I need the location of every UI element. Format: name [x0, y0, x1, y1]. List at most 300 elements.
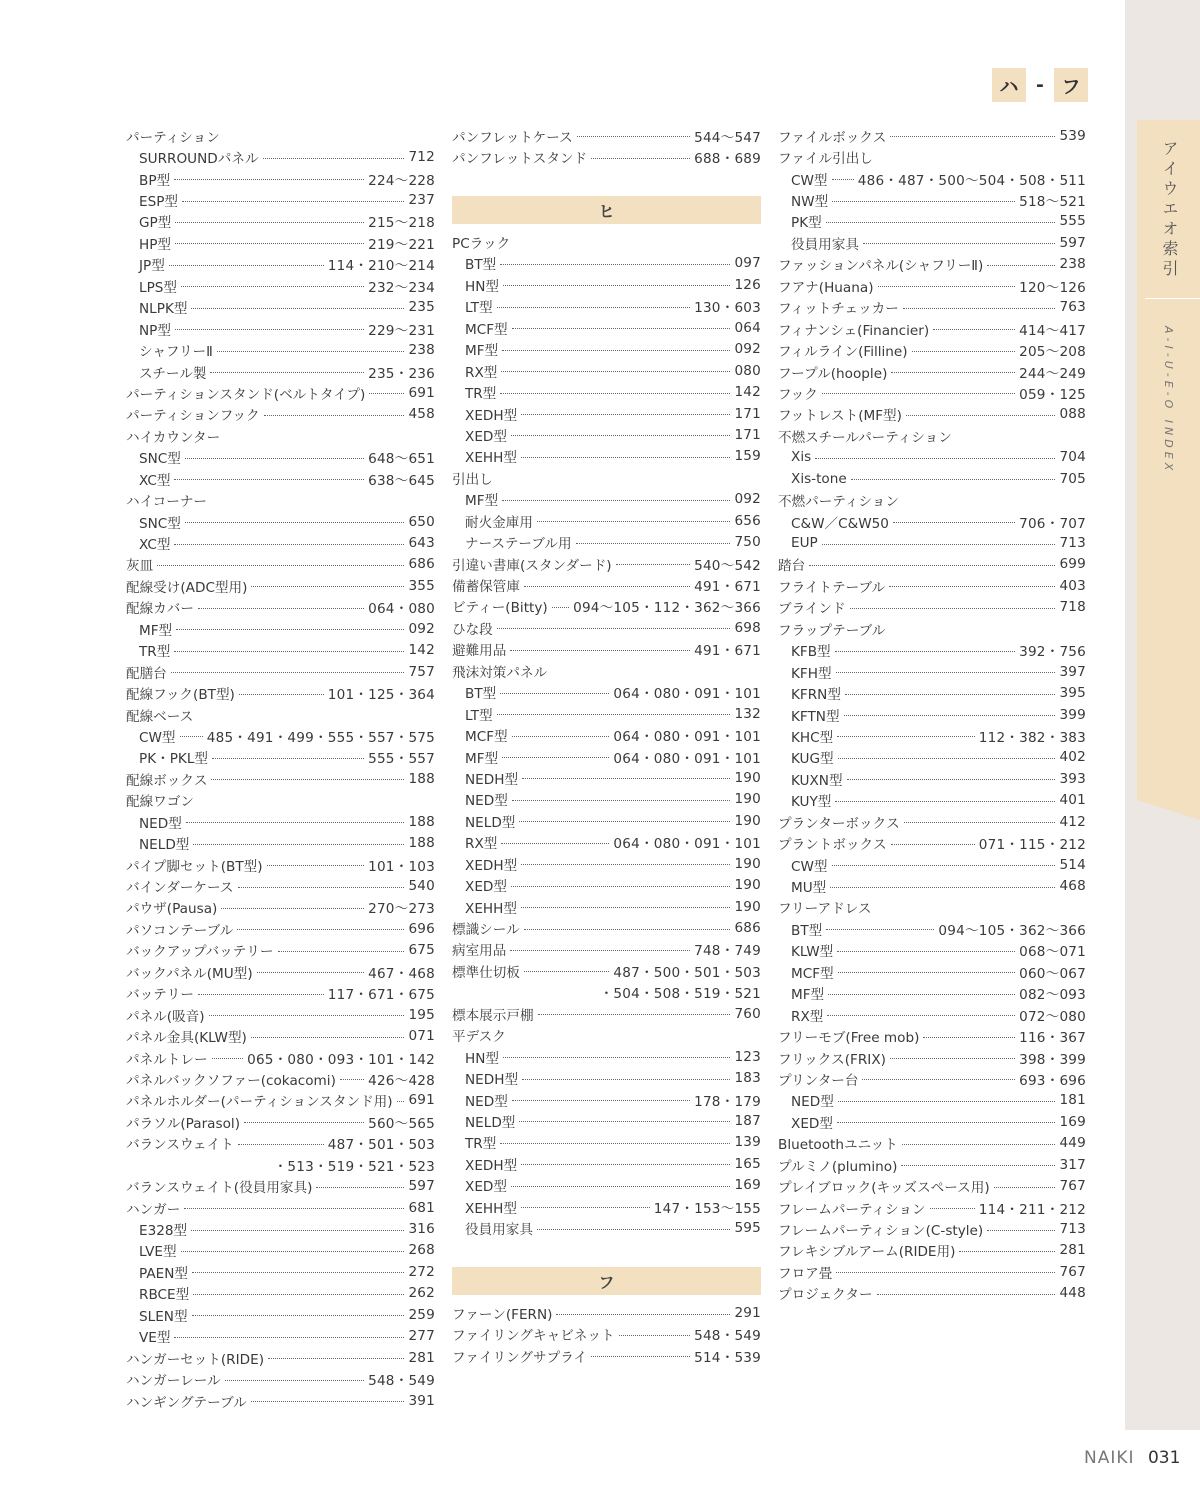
index-entry[interactable] [452, 146, 761, 167]
index-subentry[interactable] [778, 725, 1086, 746]
index-subentry[interactable] [126, 168, 435, 189]
page-ref: 120〜126 [1019, 279, 1086, 296]
index-entry[interactable] [452, 1345, 761, 1366]
page-ref: 229〜231 [368, 322, 435, 339]
index-entry[interactable] [452, 553, 761, 574]
entry-label: 役員用家具 [791, 236, 859, 253]
dot-leader [521, 1207, 650, 1208]
index-subentry[interactable] [452, 1067, 761, 1088]
index-entry[interactable] [778, 125, 1086, 146]
index-subentry[interactable] [126, 297, 435, 318]
index-subentry[interactable] [452, 853, 761, 874]
dot-leader [904, 822, 1056, 823]
dot-leader [519, 1121, 730, 1122]
index-entry[interactable] [778, 1025, 1086, 1046]
dot-leader [512, 328, 731, 329]
entry-label: CW型 [791, 858, 828, 875]
index-entry[interactable] [778, 1261, 1086, 1282]
index-subentry[interactable] [452, 381, 761, 402]
index-subentry[interactable] [778, 875, 1086, 896]
page-ref: 235 [408, 299, 435, 316]
index-entry[interactable] [452, 231, 761, 252]
page-ref: 686 [408, 556, 435, 573]
entry-label: 配線フック(BT型) [126, 687, 235, 704]
index-entry[interactable] [778, 1283, 1086, 1304]
index-entry[interactable] [778, 318, 1086, 339]
dot-leader [268, 1358, 404, 1359]
page-ref: ・504・508・519・521 [599, 986, 761, 1003]
index-entry[interactable] [778, 1240, 1086, 1261]
page-ref: 281 [1059, 1242, 1086, 1259]
entry-label: 引違い書庫(スタンダード) [452, 557, 612, 574]
page-ref: 082〜093 [1019, 987, 1086, 1004]
entry-label: NED型 [139, 815, 182, 832]
entry-label: RX型 [465, 836, 498, 853]
index-entry[interactable] [778, 897, 1086, 918]
dot-leader [500, 693, 609, 694]
page-ref: 548・549 [694, 1328, 761, 1345]
dot-leader [901, 1165, 1055, 1166]
index-entry[interactable] [778, 1197, 1086, 1218]
entry-label: フライトテーブル [778, 579, 886, 596]
index-subentry[interactable] [452, 253, 761, 274]
entry-label: ハンガー [126, 1201, 181, 1218]
entry-label: TR型 [465, 386, 497, 403]
index-entry[interactable] [126, 854, 435, 875]
entry-label: VE型 [139, 1330, 171, 1347]
index-subentry[interactable] [452, 1046, 761, 1067]
dot-leader [182, 201, 404, 202]
dot-leader [500, 1143, 730, 1144]
index-subentry[interactable] [126, 1304, 435, 1325]
index-subentry[interactable] [778, 189, 1086, 210]
page-ref: 190 [734, 812, 761, 829]
index-subentry[interactable] [452, 682, 761, 703]
index-entry[interactable] [126, 1347, 435, 1368]
entry-label: MU型 [791, 880, 827, 897]
index-entry[interactable] [778, 597, 1086, 618]
dot-leader [591, 1356, 690, 1357]
index-subentry[interactable] [778, 661, 1086, 682]
index-entry[interactable] [126, 1047, 435, 1068]
page-ref: 763 [1059, 299, 1086, 316]
entry-label: フラップテーブル [778, 622, 886, 639]
index-entry[interactable] [126, 554, 435, 575]
index-subentry[interactable] [126, 1218, 435, 1239]
entry-label: フリーアドレス [778, 901, 872, 918]
dot-leader [521, 907, 731, 908]
entry-label: MF型 [465, 750, 499, 767]
entry-label: ハンガーセット(RIDE) [126, 1351, 265, 1368]
index-entry[interactable] [452, 939, 761, 960]
index-subentry[interactable] [778, 532, 1086, 553]
index-entry[interactable] [778, 1218, 1086, 1239]
index-subentry[interactable] [452, 896, 761, 917]
dot-leader [835, 651, 1015, 652]
index-entry[interactable] [126, 575, 435, 596]
index-subentry[interactable] [778, 790, 1086, 811]
index-subentry[interactable] [452, 1110, 761, 1131]
entry-label: 標識シール [452, 922, 520, 939]
page-ref: 068〜071 [1019, 944, 1086, 961]
index-entry[interactable] [452, 125, 761, 146]
page-ref: 277 [408, 1328, 435, 1345]
dot-leader [521, 864, 730, 865]
index-entry[interactable] [126, 961, 435, 982]
index-subentry[interactable] [778, 961, 1086, 982]
index-subentry[interactable] [126, 339, 435, 360]
page-ref: 147・153〜155 [653, 1200, 761, 1217]
index-entry[interactable] [452, 596, 761, 617]
page-ref: 705 [1059, 470, 1086, 487]
entry-label: 踏台 [778, 558, 806, 575]
index-subentry[interactable] [452, 1132, 761, 1153]
page-ref: 165 [734, 1155, 761, 1172]
dot-leader [191, 1230, 404, 1231]
index-subentry[interactable] [778, 768, 1086, 789]
entry-label: NEDH型 [465, 1072, 519, 1089]
dot-leader [828, 994, 1015, 995]
page-ref: 183 [734, 1070, 761, 1087]
index-entry[interactable] [452, 639, 761, 660]
page-ref: 139 [734, 1134, 761, 1151]
dot-leader [186, 822, 405, 823]
index-entry[interactable] [452, 1302, 761, 1323]
entry-label: フィルライン(Filline) [778, 344, 908, 361]
page-ref: 555・557 [368, 751, 435, 768]
index-entry[interactable] [452, 617, 761, 638]
index-entry[interactable] [452, 1025, 761, 1046]
page-ref: 259 [408, 1306, 435, 1323]
index-subentry[interactable] [452, 446, 761, 467]
page-ref: 449 [1059, 1135, 1086, 1152]
index-entry[interactable] [452, 660, 761, 681]
index-entry[interactable] [126, 1068, 435, 1089]
dot-leader [851, 479, 1056, 480]
index-subentry[interactable] [778, 168, 1086, 189]
index-subentry[interactable] [452, 703, 761, 724]
index-entry[interactable] [778, 146, 1086, 167]
index-subentry[interactable] [778, 682, 1086, 703]
index-subentry[interactable] [126, 189, 435, 210]
index-subentry[interactable] [778, 468, 1086, 489]
page-ref: 688・689 [694, 151, 761, 168]
index-subentry[interactable] [778, 747, 1086, 768]
dot-leader [837, 736, 975, 737]
index-subentry[interactable] [452, 360, 761, 381]
index-subentry[interactable] [778, 704, 1086, 725]
entry-label: HP型 [139, 236, 172, 253]
page-ref: 130・603 [694, 300, 761, 317]
page-ref: 706・707 [1019, 515, 1086, 532]
dot-leader [210, 372, 364, 373]
index-subentry[interactable] [778, 640, 1086, 661]
index-entry[interactable] [778, 618, 1086, 639]
index-entry[interactable] [452, 960, 761, 981]
entry-label: RX型 [791, 1008, 824, 1025]
index-entry[interactable] [778, 489, 1086, 510]
entry-label: KFTN型 [791, 708, 840, 725]
page-ref: 485・491・499・555・557・575 [206, 729, 435, 746]
index-subentry[interactable] [126, 747, 435, 768]
entry-label: パイプ脚セット(BT型) [126, 858, 263, 875]
entry-label: パソコンテーブル [126, 922, 234, 939]
dot-leader [316, 1187, 404, 1188]
index-entry[interactable] [126, 1175, 435, 1196]
index-entry[interactable] [778, 275, 1086, 296]
index-entry[interactable] [126, 768, 435, 789]
entry-label: MCF型 [791, 965, 834, 982]
index-subentry[interactable] [126, 618, 435, 639]
index-subentry[interactable] [126, 511, 435, 532]
index-entry[interactable] [126, 682, 435, 703]
index-entry[interactable] [126, 1090, 435, 1111]
entry-label: 配線カバー [126, 601, 194, 618]
index-entry[interactable] [778, 1175, 1086, 1196]
dot-leader [891, 372, 1015, 373]
entry-label: フィナンシェ(Financier) [778, 322, 930, 339]
dot-leader [521, 1164, 730, 1165]
dot-leader [863, 243, 1055, 244]
section-heading: ヒ [452, 196, 761, 224]
index-entry[interactable] [778, 1133, 1086, 1154]
page-ref: 693・696 [1019, 1072, 1086, 1089]
index-entry[interactable] [126, 1025, 435, 1046]
dot-leader [889, 586, 1055, 587]
index-entry[interactable] [126, 940, 435, 961]
page-ref: 065・080・093・101・142 [247, 1051, 435, 1068]
index-entry[interactable] [778, 1068, 1086, 1089]
index-entry[interactable] [126, 704, 435, 725]
index-range-header [992, 68, 1088, 102]
index-entry[interactable] [778, 254, 1086, 275]
index-entry[interactable] [778, 575, 1086, 596]
index-subentry[interactable] [126, 447, 435, 468]
index-subentry[interactable] [452, 510, 761, 531]
index-entry[interactable] [126, 918, 435, 939]
entry-label: パネルトレー [126, 1051, 208, 1068]
dot-leader [181, 1251, 405, 1252]
index-entry[interactable] [778, 297, 1086, 318]
page-ref: 760 [734, 1005, 761, 1022]
index-subentry[interactable] [126, 146, 435, 167]
index-subentry[interactable] [452, 531, 761, 552]
index-subentry[interactable] [452, 424, 761, 445]
dot-leader [906, 415, 1056, 416]
index-subentry[interactable] [778, 232, 1086, 253]
dot-leader [815, 458, 1055, 459]
range-dash: - [1036, 74, 1044, 96]
index-entry[interactable] [126, 1197, 435, 1218]
page-ref: 092 [734, 341, 761, 358]
page-ref: 560〜565 [368, 1115, 435, 1132]
dot-leader [500, 393, 730, 394]
dot-leader [497, 307, 691, 308]
index-subentry[interactable] [778, 983, 1086, 1004]
entry-label: 配線ワゴン [126, 794, 194, 811]
dot-leader [524, 586, 690, 587]
dot-leader [930, 1208, 975, 1209]
index-subentry[interactable] [778, 511, 1086, 532]
index-entry[interactable] [126, 897, 435, 918]
index-subentry[interactable] [452, 1175, 761, 1196]
dot-leader [198, 608, 364, 609]
dot-leader [959, 1251, 1055, 1252]
page-ref: 555 [1059, 213, 1086, 230]
index-subentry[interactable] [452, 403, 761, 424]
index-entry[interactable] [126, 125, 435, 146]
entry-label: ハンギングテーブル [126, 1394, 247, 1411]
index-subentry[interactable] [126, 318, 435, 339]
index-entry[interactable] [126, 875, 435, 896]
index-entry[interactable] [126, 404, 435, 425]
index-subentry[interactable] [126, 640, 435, 661]
index-entry[interactable] [778, 554, 1086, 575]
index-subentry[interactable] [452, 1217, 761, 1238]
index-entry[interactable] [452, 467, 761, 488]
dot-leader [538, 1014, 731, 1015]
index-entry[interactable] [126, 983, 435, 1004]
index-entry[interactable] [126, 597, 435, 618]
index-subentry[interactable] [126, 832, 435, 853]
dot-leader [157, 565, 404, 566]
index-subentry[interactable] [126, 1283, 435, 1304]
index-subentry[interactable] [126, 361, 435, 382]
index-entry[interactable] [778, 404, 1086, 425]
index-entry[interactable] [778, 339, 1086, 360]
index-subentry[interactable] [452, 767, 761, 788]
dot-leader [263, 158, 405, 159]
index-entry[interactable] [126, 1390, 435, 1411]
index-subentry[interactable] [126, 811, 435, 832]
index-entry[interactable] [126, 790, 435, 811]
index-entry[interactable] [778, 425, 1086, 446]
index-subentry[interactable] [126, 725, 435, 746]
index-subentry[interactable] [452, 724, 761, 745]
index-subentry[interactable] [452, 832, 761, 853]
index-subentry[interactable] [452, 317, 761, 338]
index-subentry[interactable] [452, 746, 761, 767]
index-subentry[interactable] [452, 1089, 761, 1110]
index-entry[interactable] [452, 917, 761, 938]
dot-leader [221, 908, 364, 909]
page-ref: 544〜547 [694, 129, 761, 146]
entry-label: LT型 [465, 707, 493, 724]
dot-leader [822, 393, 1015, 394]
index-entry[interactable] [778, 361, 1086, 382]
index-subentry[interactable] [126, 1261, 435, 1282]
dot-leader [512, 1100, 690, 1101]
index-entry[interactable] [126, 489, 435, 510]
index-subentry[interactable] [452, 339, 761, 360]
index-entry[interactable] [126, 1004, 435, 1025]
index-entry[interactable] [452, 574, 761, 595]
index-subentry[interactable] [452, 274, 761, 295]
page-footer [1084, 1448, 1180, 1468]
dot-leader [987, 1230, 1055, 1231]
page-ref: 704 [1059, 449, 1086, 466]
index-entry[interactable] [126, 661, 435, 682]
entry-label: ハンガーレール [126, 1373, 221, 1390]
index-entry[interactable] [126, 425, 435, 446]
page-ref: 235・236 [368, 365, 435, 382]
index-subentry[interactable] [452, 874, 761, 895]
index-subentry[interactable] [778, 1004, 1086, 1025]
index-subentry[interactable] [126, 468, 435, 489]
page-ref: 159 [734, 448, 761, 465]
entry-label: NELD型 [139, 837, 190, 854]
index-subentry[interactable] [452, 489, 761, 510]
page-ref: 188 [408, 813, 435, 830]
index-entry[interactable] [126, 1133, 435, 1154]
index-subentry[interactable] [778, 211, 1086, 232]
dot-leader [174, 544, 404, 545]
index-entry[interactable] [778, 832, 1086, 853]
index-subentry[interactable] [778, 1111, 1086, 1132]
index-entry[interactable] [778, 1154, 1086, 1175]
dot-leader [238, 887, 405, 888]
page-ref: 232〜234 [368, 279, 435, 296]
index-subentry[interactable] [778, 918, 1086, 939]
index-entry[interactable] [778, 382, 1086, 403]
index-subentry[interactable] [778, 940, 1086, 961]
index-subentry[interactable] [452, 789, 761, 810]
entry-label: KHC型 [791, 729, 834, 746]
index-subentry[interactable] [778, 447, 1086, 468]
page-ref: 397 [1059, 663, 1086, 680]
index-subentry[interactable] [452, 1196, 761, 1217]
entry-label: NEDH型 [465, 771, 519, 788]
dot-leader [847, 779, 1056, 780]
page-ref: 219〜221 [368, 236, 435, 253]
index-entry[interactable] [452, 1324, 761, 1345]
index-entry[interactable] [126, 382, 435, 403]
index-subentry[interactable] [126, 232, 435, 253]
index-subentry[interactable] [126, 1326, 435, 1347]
dot-leader [503, 1057, 730, 1058]
index-subentry[interactable] [452, 1153, 761, 1174]
dot-leader [616, 564, 691, 565]
dot-leader [397, 1101, 405, 1102]
index-subentry[interactable] [126, 211, 435, 232]
page-ref: 142 [408, 642, 435, 659]
dot-leader [512, 736, 610, 737]
page-ref: 142 [734, 384, 761, 401]
index-subentry[interactable] [778, 1090, 1086, 1111]
index-subentry[interactable] [126, 532, 435, 553]
index-entry[interactable] [452, 1003, 761, 1024]
index-subentry[interactable] [452, 296, 761, 317]
index-subentry[interactable] [452, 810, 761, 831]
entry-label: SURROUNDパネル [139, 151, 259, 168]
index-entry[interactable] [126, 1111, 435, 1132]
entry-label: フロア畳 [778, 1265, 833, 1282]
page-ref: 080 [734, 362, 761, 379]
index-entry[interactable] [126, 1368, 435, 1389]
dot-leader [893, 522, 1015, 523]
index-subentry[interactable] [126, 275, 435, 296]
index-entry[interactable] [778, 1047, 1086, 1068]
index-entry[interactable] [778, 811, 1086, 832]
page-ref: 698 [734, 619, 761, 636]
page-ref: 686 [734, 920, 761, 937]
page-ref: 114・210〜214 [327, 258, 435, 275]
index-subentry[interactable] [126, 1240, 435, 1261]
index-subentry[interactable] [778, 854, 1086, 875]
dot-leader [238, 1144, 324, 1145]
entry-label: フィットチェッカー [778, 301, 899, 318]
index-subentry[interactable] [126, 254, 435, 275]
